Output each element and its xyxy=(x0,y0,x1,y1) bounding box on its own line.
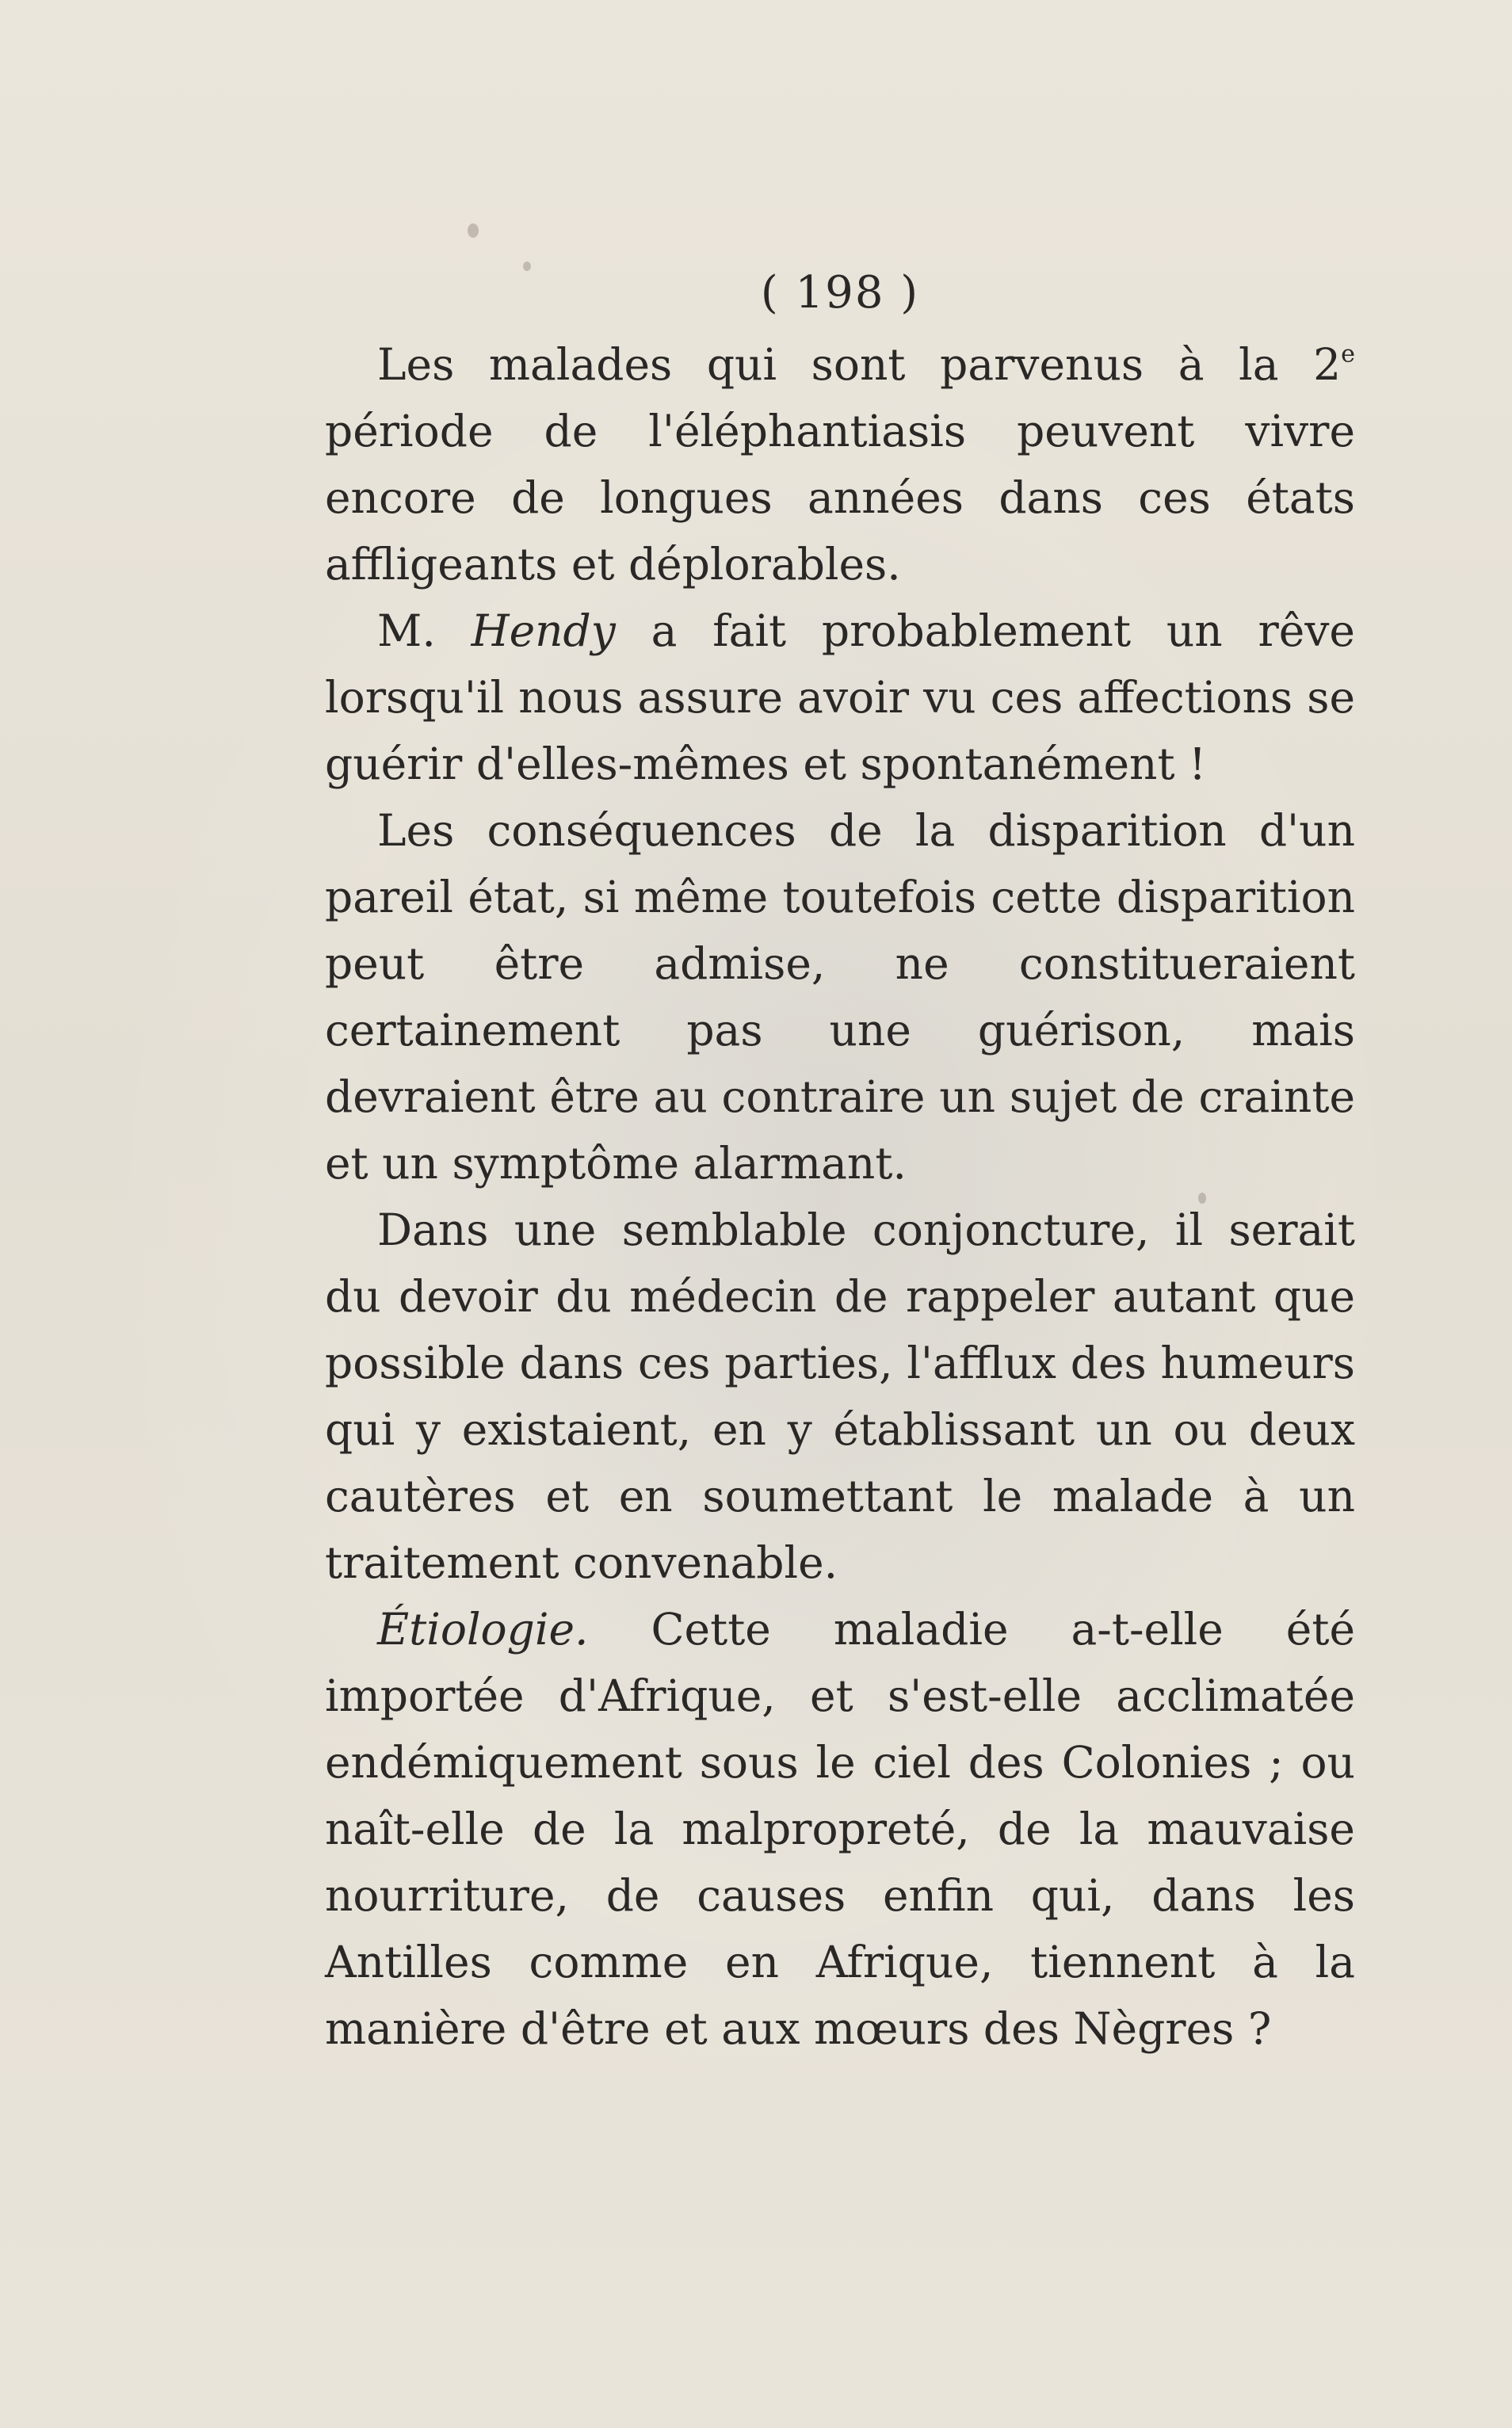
text-segment: Les malades qui sont parvenus à la 2 xyxy=(377,339,1342,390)
paragraph xyxy=(325,331,1355,597)
paragraph xyxy=(325,1197,1355,1596)
text-segment: Les conséquences de la disparition d'un pareil état, si même toutefois cette disparition peut être admise, ne constitueraient certainement pas une guérison, mais devraient être au contraire un sujet de crainte et un symptôme alarmant. xyxy=(325,805,1355,1189)
text-segment: Dans une semblable conjoncture, il serait du devoir du médecin de rappeler autant que possible dans ces parties, l'afflux des humeurs qui y existaient, en y établissant un ou deux cautères et en soumettant le malade à un traitement convenable. xyxy=(325,1204,1355,1588)
page-text xyxy=(325,262,1355,2062)
italic-text: Étiologie. xyxy=(377,1604,589,1655)
paragraph xyxy=(325,597,1355,797)
superscript: e xyxy=(1341,340,1355,368)
text-segment: Cette maladie a-t-elle été importée d'Afrique, et s'est-elle acclimatée endémiquement sous le ciel des Colonies ; ou naît-elle de la malpropreté, de la mauvaise nourriture, de causes enfin qui, dans les Antilles comme en Afrique, tiennent à la manière d'être et aux mœurs des Nègres ? xyxy=(325,1604,1355,2054)
page-number: ( 198 ) xyxy=(760,267,920,319)
paragraph xyxy=(325,1596,1355,2062)
paragraph-container xyxy=(325,331,1355,2062)
text-segment: période de l'éléphantiasis peuvent vivre encore de longues années dans ces états affligeants et déplorables. xyxy=(325,406,1355,590)
italic-text: Hendy xyxy=(471,605,616,656)
ink-spot xyxy=(468,223,479,238)
text-segment: a fait probablement un rêve lorsqu'il nous assure avoir vu ces affections se guérir d'elles-mêmes et spontanément ! xyxy=(325,605,1355,789)
text-segment: M. xyxy=(377,605,472,656)
paragraph xyxy=(325,797,1355,1197)
